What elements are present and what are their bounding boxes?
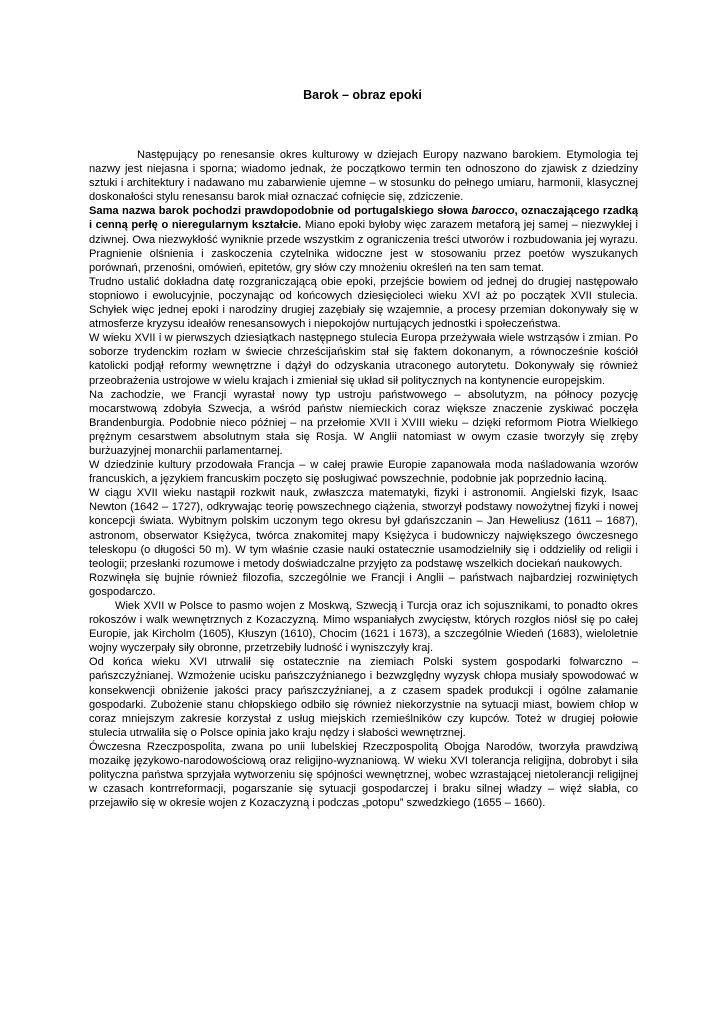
paragraph-6: W dziedzinie kultury przodowała Francja – w całej prawie Europie zapanowała moda naśladowania wzorów francuskich, a językiem francuskim poczęto się posługiwać powszechnie, podobnie jak poprzednio łaciną. [89, 459, 638, 486]
paragraph-10: Od końca wieku XVI utrwalił się ostatecznie na ziemiach Polski system gospodarki folwarczno – pańszczyźnianej. Wzmożenie ucisku pańszczyźnianego i bezwzględny wyzysk chłopa musiały spowodować w konsekwencji obniżenie jakości pracy pańszczyźnianej, a z czasem spadek produkcji i ogólne załamanie gospodarki. Zubożenie stanu chłopskiego odbiło się również niekorzystnie na sytuacji miast, bowiem chłop w coraz mniejszym zakresie korzystał z usług miejskich rzemieślników czy kupców. Toteż w drugiej połowie stulecia utrwaliła się o Polsce opinia jako kraju nędzy i słabości wewnętrznej. [89, 656, 638, 739]
paragraph-3: Trudno ustalić dokładna datę rozgraniczającą obie epoki, przejście bowiem od jednej do drugiej następowało stopniowo i ewolucyjnie, poczynając od końcowych dziesięcioleci wieku XVI aż po początek XVII stulecia. Schyłek więc jednej epoki i narodziny drugiej zazębiały się wzajemnie, a procesy przemian dokonywały się w atmosferze kryzysu ideałów renesansowych i niepokojów nurtujących jednostki i społeczeństwa. [89, 275, 638, 331]
paragraph-2-rest: Miano epoki byłoby więc zarazem metaforą jej samej – niezwykłej i dziwnej. Owa niezwykłość wyniknie przede wszystkim z ograniczenia treści utworów i rozbudowania jej wyrazu. Pragnienie olśnienia i zaskoczenia czytelnika widoczne jest w stosowaniu przez poetów wyszukanych porównań, przenośni, omówień, epitetów, gry słów czy mnożeniu określeń na ten sam temat. [89, 219, 638, 274]
paragraph-2-bold-lead: Sama nazwa barok pochodzi prawdopodobnie od portugalskiego słowa [89, 205, 472, 218]
term-barocco: barocco [471, 205, 515, 218]
paragraph-4: W wieku XVII i w pierwszych dziesiątkach następnego stulecia Europa przeżywała wiele wstrząsów i zmian. Po soborze trydenckim rozłam w świecie chrześcijańskim stał się faktem dokonanym, a równocześnie kościół katolicki podjął reformy wewnętrzne i dążył do odzyskania utraconego autorytetu. Dokonywały się również przeobrażenia ustrojowe w wielu krajach i zmieniał się układ sił politycznych na kontynencie europejskim. [89, 332, 638, 387]
paragraph-2-bold-tail: , oznaczającego rzadką i cenną perłę o nieregularnym kształcie. [89, 205, 638, 232]
paragraph-9: Wiek XVII w Polsce to pasmo wojen z Moskwą, Szwecją i Turcja oraz ich sojusznikami, to ponadto okres rokoszów i walk wewnętrznych z Kozaczyzną. Mimo wspaniałych zwycięstw, których rozgłos niósł się po całej Europie, jak Kircholm (1605), Kłuszyn (1610), Chocim (1621 i 1673), a szczególnie Wiedeń (1683), wieloletnie wojny wyczerpały siły obronne, przetrzebiły ludność i wyniszczyły kraj. [89, 600, 638, 655]
paragraph-1: Następujący po renesansie okres kulturowy w dziejach Europy nazwano barokiem. Etymologia tej nazwy jest niejasna i sporna; wiadomo jednak, że początkowo termin ten odnoszono do zjawisk z dziedziny sztuki i architektury i nadawano mu zabarwienie ujemne – w stosunku do pełnego umiaru, harmonii, klasycznej doskonałości stylu renesansu barok miał oznaczać cofnięcie się, zdziczenie. [89, 149, 638, 204]
paragraph-11: Ówczesna Rzeczpospolita, zwana po unii lubelskiej Rzeczpospolitą Obojga Narodów, tworzyła prawdziwą mozaikę językowo-narodowościową oraz religijno-wyznaniową. W wieku XVI tolerancja religijna, dobrobyt i siła polityczna państwa sprzyjała wytworzeniu się spójności wewnętrznej, wobec wzrastającej nietolerancji religijnej w czasach kontrreformacji, pogarszanie się sytuacji gospodarczej i braku silnej władzy – więź słabła, co przejawiło się w okresie wojen z Kozaczyzną i podczas „potopu” szwedzkiego (1655 – 1660). [89, 740, 638, 810]
paragraph-2 [89, 204, 638, 274]
paragraph-8: Rozwinęła się bujnie również filozofia, szczególnie we Francji i Anglii – państwach najbardziej rozwiniętych gospodarczo. [89, 571, 638, 598]
document-title: Barok – obraz epoki [303, 88, 422, 102]
paragraph-7: W ciągu XVII wieku nastąpił rozkwit nauk, zwłaszcza matematyki, fizyki i astronomii. Angielski fizyk, Isaac Newton (1642 – 1727), odkrywając teorię powszechnego ciążenia, stworzył podstawy nowożytnej fizyki i nowej koncepcji świata. Wybitnym polskim uczonym tego okresu był gdańszczanin – Jan Heweliusz (1611 – 1687), astronom, obserwator Księżyca, twórca znakomitej mapy Księżyca i budowniczy największego ówczesnego teleskopu (o długości 50 m). W tym właśnie czasie nauki ostatecznie usamodzielniły się i oddzieliły od religii i teologii; przesłanki rozumowe i metody doświadczalne przyjęto za podstawę wszelkich dociekań naukowych. [89, 487, 638, 570]
paragraph-5: Na zachodzie, we Francji wyrastał nowy typ ustroju państwowego – absolutyzm, na północy pozycję mocarstwową zdobyła Szwecja, a wśród państw niemieckich coraz większe znaczenie zyskiwać poczęła Brandenburgia. Podobnie nieco później – na przełomie XVII i XVIII wieku – dzięki reformom Piotra Wielkiego prężnym cesarstwem absolutnym stała się Rosja. W Anglii natomiast w owym czasie tworzyły się zręby burżuazyjnej monarchii parlamentarnej. [89, 388, 638, 457]
document-body [89, 148, 638, 810]
paragraph-2-bold-italic-term [471, 205, 514, 217]
